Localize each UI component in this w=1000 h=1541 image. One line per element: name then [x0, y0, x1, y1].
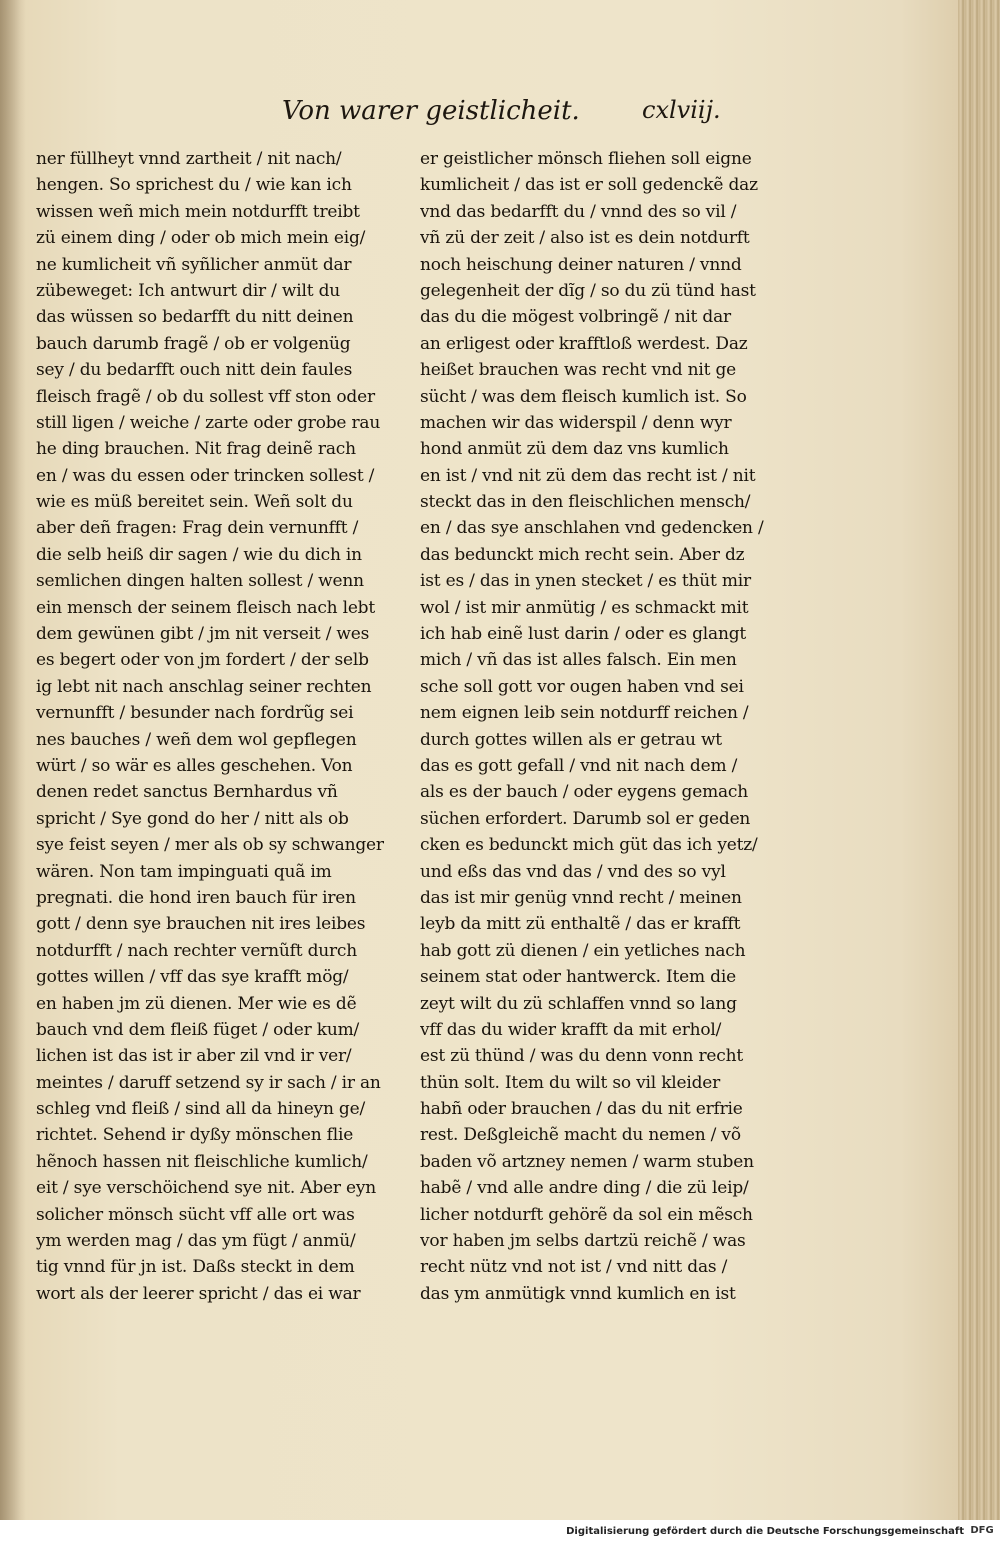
text-line: denen redet sanctus Bernhardus vñ	[36, 782, 338, 803]
text-line: cken es bedunckt mich güt das ich yetz/	[420, 835, 758, 856]
text-line: rest. Deßgleichẽ macht du nemen / võ	[420, 1125, 741, 1146]
text-line: recht nütz vnd not ist / vnd nitt das /	[420, 1257, 728, 1278]
gutter-shadow	[0, 0, 26, 1520]
text-line: gelegenheit der dĩg / so du zü tünd hast	[420, 280, 756, 301]
text-line: semlichen dingen halten sollest / wenn	[36, 571, 364, 592]
text-line: leyb da mitt zü enthaltẽ / das er krafft	[420, 914, 741, 935]
text-line: hond anmüt zü dem daz vns kumlich	[420, 439, 729, 460]
text-line: das du die mögest volbringẽ / nit dar	[420, 307, 731, 328]
text-line: en / das sye anschlahen vnd gedencken /	[420, 518, 764, 539]
text-line: das ist mir genüg vnnd recht / meinen	[420, 887, 742, 908]
text-line: richtet. Sehend ir dyßy mönschen flie	[36, 1125, 354, 1146]
text-line: machen wir das widerspil / denn wyr	[420, 412, 732, 433]
text-line: gott / denn sye brauchen nit ires leibes	[36, 914, 366, 935]
text-line: tig vnnd für jn ist. Daßs steckt in dem	[36, 1257, 355, 1278]
dfg-logo: DFG	[970, 1525, 994, 1536]
text-line: nem eignen leib sein notdurff reichen /	[420, 703, 749, 724]
text-line: ein mensch der seinem fleisch nach lebt	[36, 597, 375, 618]
text-line: nes bauches / weñ dem wol gepflegen	[36, 729, 357, 750]
text-line: licher notdurft gehörẽ da sol ein mẽsch	[420, 1204, 753, 1225]
text-line: est zü thünd / was du denn vonn recht	[420, 1046, 743, 1067]
text-line: dem gewünen gibt / jm nit verseit / wes	[36, 624, 370, 645]
text-line: als es der bauch / oder eygens gemach	[420, 782, 748, 803]
text-line: eit / sye verschöichend sye nit. Aber eyn	[36, 1178, 377, 1199]
text-line: seinem stat oder hantwerck. Item die	[420, 967, 736, 988]
text-line: fleisch fragẽ / ob du sollest vff ston oder	[36, 386, 375, 407]
text-line: süchen erfordert. Darumb sol er geden	[420, 808, 751, 829]
text-line: das ym anmütigk vnnd kumlich en ist	[420, 1283, 736, 1304]
text-line: still ligen / weiche / zarte oder grobe rau	[36, 412, 381, 433]
text-line: ne kumlicheit vñ syñlicher anmüt dar	[36, 254, 352, 275]
text-line: ist es / das in ynen stecket / es thüt mir	[420, 571, 751, 592]
text-line: wort als der leerer spricht / das ei war	[36, 1283, 361, 1304]
text-line: das es gott gefall / vnd nit nach dem /	[420, 755, 738, 776]
text-line: zübeweget: Ich antwurt dir / wilt du	[36, 280, 341, 301]
text-line: zeyt wilt du zü schlaffen vnnd so lang	[420, 993, 737, 1014]
text-line: en haben jm zü dienen. Mer wie es dẽ	[36, 993, 357, 1014]
text-line: wissen weñ mich mein notdurfft treibt	[36, 201, 360, 222]
text-line: würt / so wär es alles geschehen. Von	[36, 755, 353, 776]
text-line: es begert oder von jm fordert / der selb	[36, 650, 369, 671]
right-text-column	[420, 146, 792, 1307]
text-line: das wüssen so bedarfft du nitt deinen	[36, 307, 354, 328]
text-line: schleg vnd fleiß / sind all da hineyn ge/	[36, 1099, 365, 1120]
folio-number: cxlviij.	[642, 96, 721, 124]
text-line: sey / du bedarfft ouch nitt dein faules	[36, 360, 353, 381]
text-line: aber deñ fragen: Frag dein vernunfft /	[36, 518, 359, 539]
text-line: vernunfft / besunder nach fordrũg sei	[36, 703, 354, 724]
text-line: an erligest oder krafftloß werdest. Daz	[420, 333, 748, 354]
text-line: gottes willen / vff das sye krafft mög/	[36, 967, 349, 988]
text-line: spricht / Sye gond do her / nitt als ob	[36, 808, 349, 829]
text-line: baden võ artzney nemen / warm stuben	[420, 1151, 754, 1172]
text-line: wie es müß bereitet sein. Weñ solt du	[36, 492, 353, 513]
text-line: hẽnoch hassen nit fleischliche kumlich/	[36, 1151, 368, 1172]
text-line: sye feist seyen / mer als ob sy schwanger	[36, 835, 384, 856]
text-line: bauch darumb fragẽ / ob er volgenüg	[36, 333, 351, 354]
running-head	[282, 96, 782, 136]
text-line: zü einem ding / oder ob mich mein eig/	[36, 228, 366, 249]
text-line: sche soll gott vor ougen haben vnd sei	[420, 676, 744, 697]
text-line: he ding brauchen. Nit frag deinẽ rach	[36, 439, 356, 460]
text-line: meintes / daruff setzend sy ir sach / ir an	[36, 1072, 381, 1093]
text-line: wol / ist mir anmütig / es schmackt mit	[420, 597, 749, 618]
funding-note: Digitalisierung gefördert durch die Deutsche Forschungsgemeinschaft	[566, 1526, 964, 1537]
text-line: kumlicheit / das ist er soll gedenckẽ daz	[420, 175, 758, 196]
text-line: pregnati. die hond iren bauch für iren	[36, 887, 356, 908]
text-line: er geistlicher mönsch fliehen soll eigne	[420, 149, 752, 169]
text-line: vñ zü der zeit / also ist es dein notdurft	[420, 228, 750, 249]
text-line: habñ oder brauchen / das du nit erfrie	[420, 1099, 743, 1120]
text-line: ig lebt nit nach anschlag seiner rechten	[36, 676, 372, 697]
text-line: ym werden mag / das ym fügt / anmü/	[36, 1231, 356, 1252]
text-line: vff das du wider krafft da mit erhol/	[420, 1019, 722, 1040]
text-line: hab gott zü dienen / ein yetliches nach	[420, 940, 746, 961]
text-line: en / was du essen oder trincken sollest /	[36, 465, 375, 486]
page-stack-edge	[958, 0, 1000, 1520]
text-line: bauch vnd dem fleiß füget / oder kum/	[36, 1019, 360, 1040]
text-line: thün solt. Item du wilt so vil kleider	[420, 1072, 721, 1093]
text-line: durch gottes willen als er getrau wt	[420, 729, 722, 750]
text-line: mich / vñ das ist alles falsch. Ein men	[420, 650, 737, 671]
text-line: wären. Non tam impinguati quã im	[36, 861, 332, 882]
text-line: noch heischung deiner naturen / vnnd	[420, 254, 742, 275]
text-line: heißet brauchen was recht vnd nit ge	[420, 360, 736, 381]
text-line: und eßs das vnd das / vnd des so vyl	[420, 861, 726, 882]
text-line: en ist / vnd nit zü dem das recht ist / nit	[420, 465, 756, 486]
text-line: sücht / was dem fleisch kumlich ist. So	[420, 386, 747, 407]
text-line: ner füllheyt vnnd zartheit / nit nach/	[36, 149, 342, 169]
text-line: das bedunckt mich recht sein. Aber dz	[420, 544, 745, 565]
text-line: solicher mönsch sücht vff alle ort was	[36, 1204, 355, 1225]
text-line: lichen ist das ist ir aber zil vnd ir ver/	[36, 1046, 352, 1067]
text-line: habẽ / vnd alle andre ding / die zü leip/	[420, 1178, 749, 1199]
text-line: ich hab einẽ lust darin / oder es glangt	[420, 624, 747, 645]
left-text-column	[36, 146, 416, 1307]
text-line: hengen. So sprichest du / wie kan ich	[36, 175, 352, 196]
text-line: die selb heiß dir sagen / wie du dich in	[36, 544, 362, 565]
text-line: vnd das bedarfft du / vnnd des so vil /	[420, 201, 737, 222]
text-line: vor haben jm selbs dartzü reichẽ / was	[420, 1231, 746, 1252]
text-line: notdurfft / nach rechter vernũft durch	[36, 940, 358, 961]
text-line: steckt das in den fleischlichen mensch/	[420, 492, 751, 513]
running-title: Von warer geistlicheit.	[282, 96, 580, 126]
